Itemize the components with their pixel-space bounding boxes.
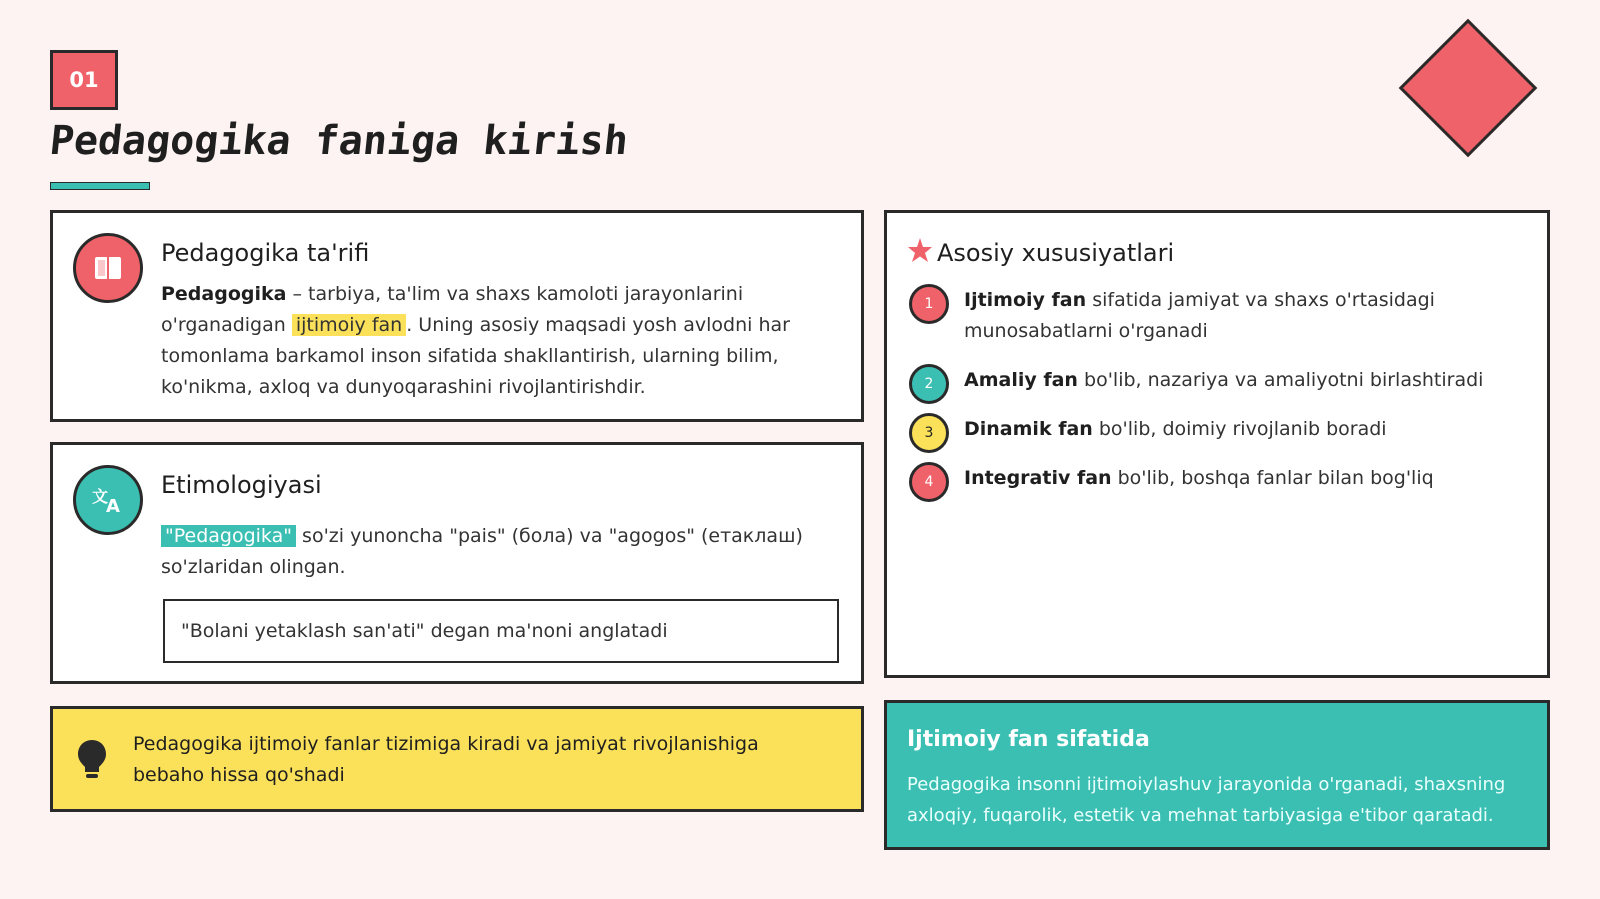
feature-term: Integrativ fan <box>964 467 1112 489</box>
feature-text: bo'lib, nazariya va amaliyotni birlashtiradi <box>1077 369 1484 391</box>
etymology-quote: "Bolani yetaklash san'ati" degan ma'noni anglatadi <box>163 599 839 663</box>
definition-text-2: . Uning asosiy maqsadi yosh avlodni har tomonlama barkamol inson sifatida shakllantirish, ularning bilim, ko'nikma, axloq va dunyoqarashini rivojlantirishdir. <box>161 314 790 398</box>
feature-item-2 <box>909 365 1529 396</box>
social-heading: Ijtimoiy fan sifatida <box>907 727 1150 752</box>
lightbulb-icon <box>75 737 109 785</box>
diamond-decoration <box>1399 19 1538 158</box>
slide-number-badge <box>50 50 118 110</box>
tip-card <box>50 706 864 812</box>
definition-term: Pedagogika <box>161 283 287 305</box>
etymology-card <box>50 442 864 684</box>
definition-text-1: – tarbiya, ta'lim va shaxs kamoloti jarayonlarini o'rganadigan <box>161 283 744 336</box>
book-icon <box>73 233 143 303</box>
svg-text:文: 文 <box>92 487 109 506</box>
feature-number-badge: 4 <box>909 462 949 502</box>
definition-text <box>161 279 841 403</box>
feature-item-1 <box>909 285 1529 347</box>
feature-text: bo'lib, boshqa fanlar bilan bog'liq <box>1111 467 1434 489</box>
feature-number-badge: 2 <box>909 364 949 404</box>
features-card <box>884 210 1550 678</box>
tip-text: Pedagogika ijtimoiy fanlar tizimiga kiradi va jamiyat rivojlanishiga bebaho hissa qo'shadi <box>133 733 759 786</box>
translate-icon <box>73 465 143 535</box>
feature-term: Amaliy fan <box>964 369 1078 391</box>
slide-number: 01 <box>69 68 99 92</box>
feature-text: sifatida jamiyat va shaxs o'rtasidagi munosabatlarni o'rganadi <box>964 289 1435 342</box>
definition-card <box>50 210 864 422</box>
star-icon <box>907 237 933 267</box>
etymology-text <box>161 521 821 583</box>
feature-text: bo'lib, doimiy rivojlanib boradi <box>1092 418 1387 440</box>
feature-number-badge: 3 <box>909 413 949 453</box>
social-science-card <box>884 700 1550 850</box>
etymology-text-body: so'zi yunoncha "pais" (бола) va "agogos" (етаклаш) so'zlaridan olingan. <box>161 525 803 578</box>
svg-text:A: A <box>106 496 120 516</box>
features-list <box>909 285 1529 512</box>
feature-term: Dinamik fan <box>964 418 1093 440</box>
definition-heading: Pedagogika ta'rifi <box>161 239 370 267</box>
etymology-heading: Etimologiyasi <box>161 471 322 499</box>
etymology-highlight: "Pedagogika" <box>161 525 296 547</box>
definition-highlight: ijtimoiy fan <box>292 314 406 336</box>
feature-number-badge: 1 <box>909 284 949 324</box>
feature-term: Ijtimoiy fan <box>964 289 1087 311</box>
social-text: Pedagogika insonni ijtimoiylashuv jarayonida o'rganadi, shaxsning axloqiy, fuqarolik, estetik va mehnat tarbiyasiga e'tibor qaratadi. <box>907 774 1506 826</box>
title-underline <box>50 182 150 190</box>
feature-item-4 <box>909 463 1529 494</box>
features-heading: Asosiy xususiyatlari <box>937 239 1175 267</box>
feature-item-3 <box>909 414 1529 445</box>
page-title: Pedagogika faniga kirish <box>47 118 631 164</box>
